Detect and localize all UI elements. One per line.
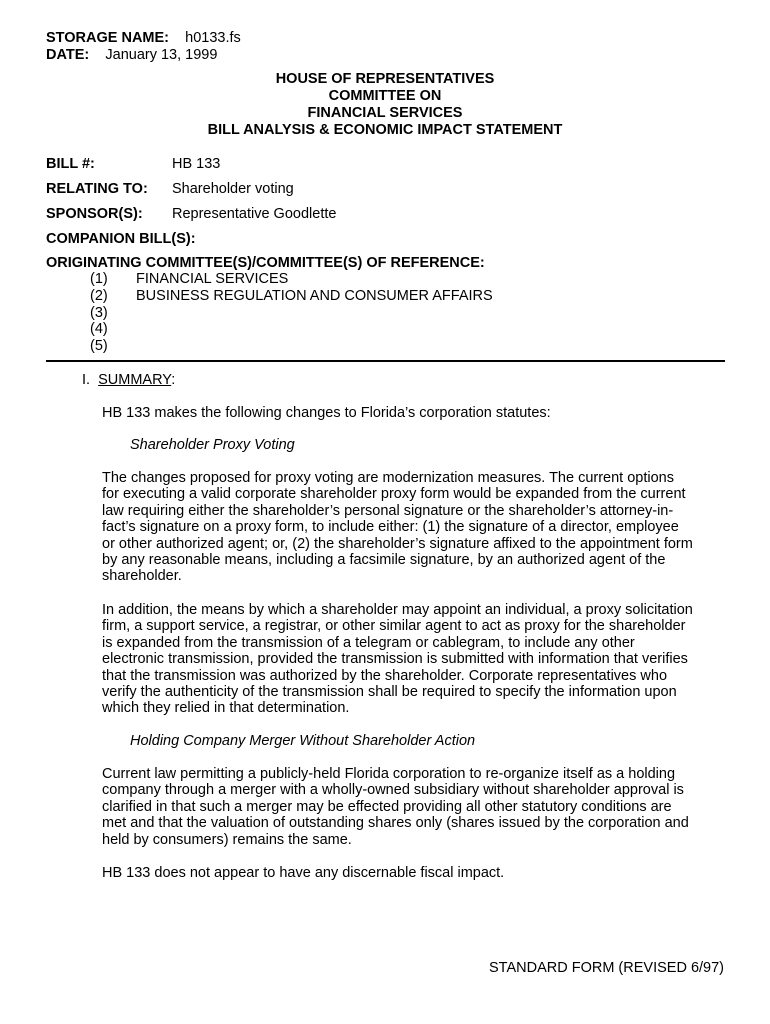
committee-item: (3) — [90, 304, 108, 321]
sponsor-label-row: SPONSOR(S): — [46, 206, 143, 222]
summary-heading: SUMMARY — [98, 372, 172, 388]
standard-form-footer: STANDARD FORM (REVISED 6/97) — [489, 960, 724, 976]
relating-label: RELATING TO — [46, 181, 143, 197]
fiscal-impact-statement: HB 133 does not appear to have any discernable fiscal impact. — [102, 865, 505, 881]
committee-item: (1) FINANCIAL SERVICES — [90, 271, 289, 287]
sponsor-value: Representative Goodlette — [172, 206, 337, 222]
section-divider — [46, 360, 725, 362]
bill-value: HB 133 — [172, 156, 221, 172]
companion-label-row: COMPANION BILL(S): — [46, 231, 196, 247]
summary-heading-row: I. SUMMARY: — [82, 372, 176, 388]
title-line-1: HOUSE OF REPRESENTATIVES — [275, 71, 495, 87]
companion-label: COMPANION BILL(S) — [46, 231, 191, 247]
originating-label: ORIGINATING COMMITTEE(S)/COMMITTEE(S) OF REFERENCE — [46, 255, 480, 271]
title-line-3: FINANCIAL SERVICES — [307, 105, 463, 121]
originating-label-row: ORIGINATING COMMITTEE(S)/COMMITTEE(S) OF REFERENCE: — [46, 255, 485, 271]
storage-name-label: STORAGE NAME — [46, 30, 165, 46]
committee-item: (5) — [90, 338, 108, 355]
storage-name-value: h0133.fs — [185, 30, 241, 46]
title-line-4: BILL ANALYSIS & ECONOMIC IMPACT STATEMENT — [207, 122, 563, 138]
date-line: DATE: January 13, 1999 — [46, 47, 218, 63]
committee-list — [90, 271, 493, 355]
committee-item: (4) — [90, 321, 108, 338]
paragraph-electronic-transmission: In addition, the means by which a shareholder may appoint an individual, a proxy solicitation firm, a support service, a registrar, or other similar agent to act as proxy for the shareholder is expanded from the transmission of a telegram or cablegram, to include any other electronic transmission, provided the transmission is submitted with information that verifies that the transmission was authorized by the shareholder. Corporate representatives who verify the authenticity of the transmission shall be required to specify the information upon which they relied in that determination. — [102, 602, 693, 717]
storage-name-line: STORAGE NAME: h0133.fs — [46, 30, 241, 46]
bill-label-row: BILL #: — [46, 156, 95, 172]
subheading-proxy-voting: Shareholder Proxy Voting — [130, 437, 295, 453]
date-value: January 13, 1999 — [105, 47, 218, 63]
date-label: DATE — [46, 47, 85, 63]
sponsor-label: SPONSOR(S) — [46, 206, 138, 222]
committee-item: (2) BUSINESS REGULATION AND CONSUMER AFFAIRS — [90, 287, 493, 304]
relating-value: Shareholder voting — [172, 181, 294, 197]
relating-label-row: RELATING TO: — [46, 181, 148, 197]
summary-intro: HB 133 makes the following changes to Florida’s corporation statutes: — [102, 405, 551, 421]
title-line-2: COMMITTEE ON — [328, 88, 442, 104]
bill-label: BILL # — [46, 156, 91, 172]
summary-roman-numeral: I. — [82, 372, 91, 388]
paragraph-holding-company: Current law permitting a publicly-held Florida corporation to re-organize itself as a holding company through a merger with a wholly-owned subsidiary without shareholder approval is clarified in that such a merger may be effected providing all other statutory conditions are met and that the valuation of outstanding shares only (shares issued by the corporation and held by consumers) remains the same. — [102, 766, 689, 848]
subheading-holding-company-merger: Holding Company Merger Without Shareholder Action — [130, 733, 476, 749]
paragraph-proxy-voting: The changes proposed for proxy voting are modernization measures. The current options for executing a valid corporate shareholder proxy form would be expanded from the current law requiring either the shareholder’s personal signature or the shareholder’s attorney-in- fact’s signature on a proxy form, to include either: (1) the signature of a director, employee or other authorized agent; or, (2) the shareholder’s signature affixed to the appointment form by any reasonable means, including a facsimile signature, by an authorized agent of the shareholder. — [102, 470, 693, 585]
